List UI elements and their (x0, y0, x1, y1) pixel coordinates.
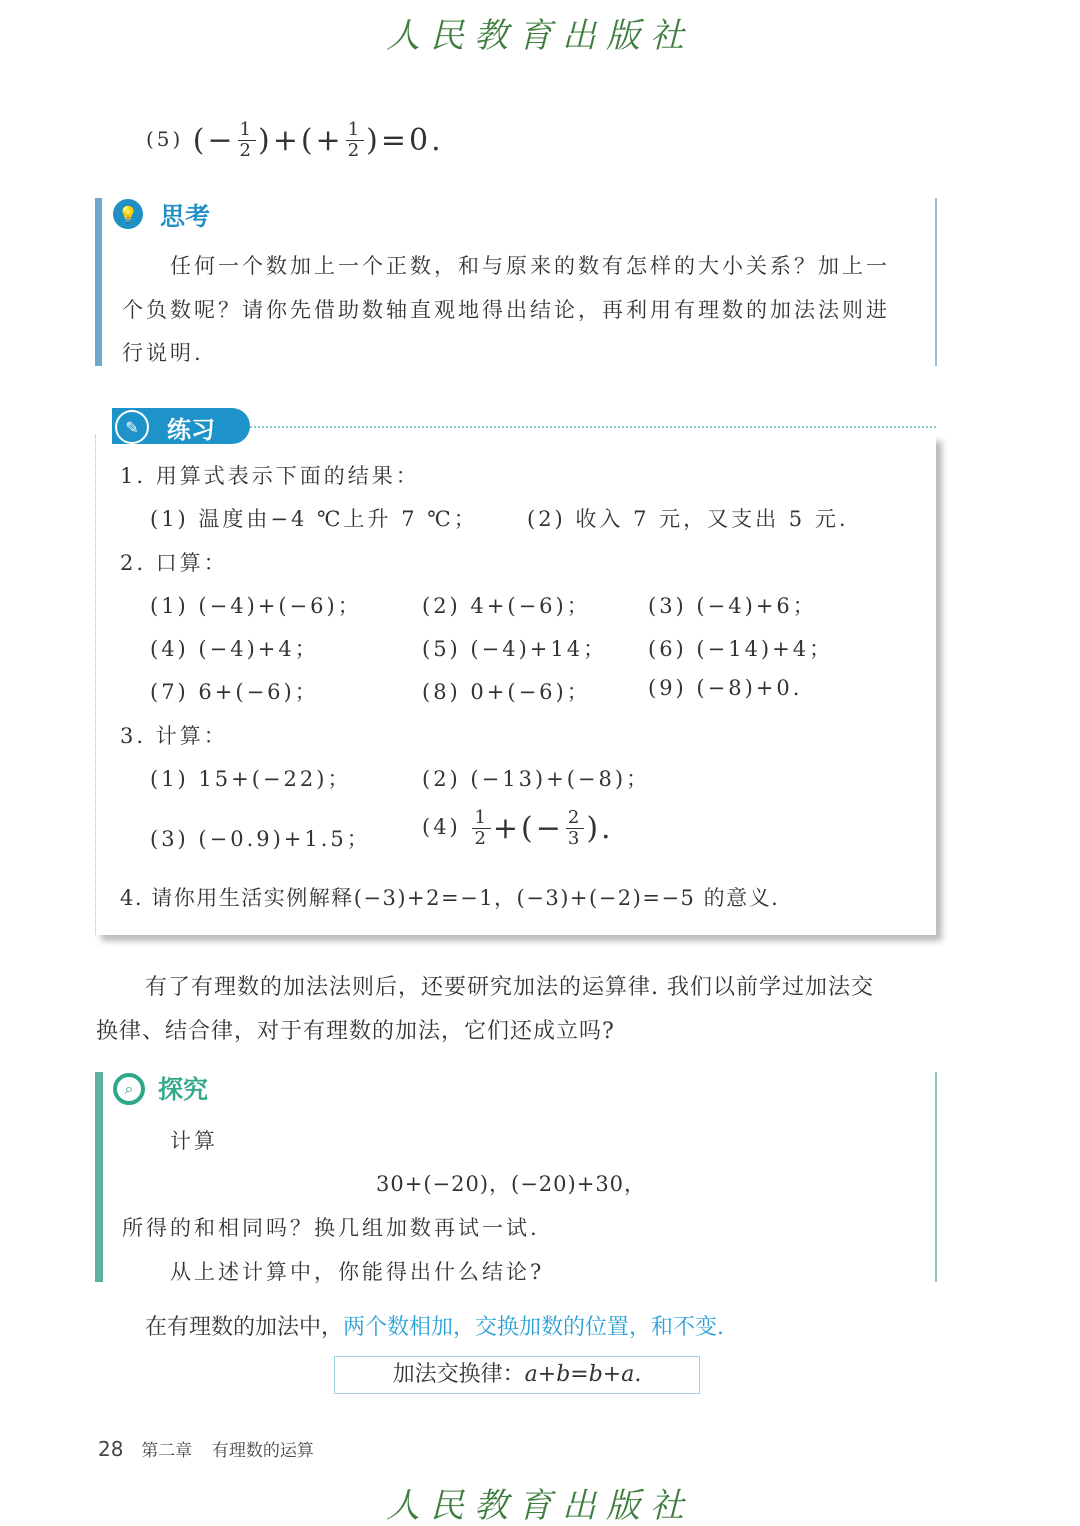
q3-item-4: (4) $\frac{1}{2}$ +(− $\frac{2}{3}$ ). (422, 807, 614, 849)
q1-item: (2) 收入 7 元，又支出 5 元. (527, 507, 849, 531)
conclusion-prefix: 在有理数的加法中， (145, 1315, 344, 1340)
commutative-law-box: 加法交换律：a+b=b+a. (334, 1356, 700, 1394)
expr: (− (192, 123, 236, 158)
think-line: 任何一个数加上一个正数，和与原来的数有怎样的大小关系？加上一 (170, 254, 890, 278)
conclusion (145, 1310, 724, 1341)
explore-formula: 30+(−20)，(−20)+30， (376, 1172, 647, 1196)
think-line: 个负数呢？请你先借助数轴直观地得出结论，再利用有理数的加法法则进 (122, 298, 890, 322)
page-number: 28 (98, 1437, 124, 1461)
chapter-title: 有理数的运算 (211, 1441, 314, 1461)
explore-line: 计算 (170, 1129, 218, 1153)
q2-item: (7) 6+(−6)； (150, 680, 319, 704)
practice-divider (250, 426, 936, 428)
q2-item: (3) (−4)+6； (648, 594, 817, 618)
think-title: 思考 (160, 202, 211, 231)
fraction: $\frac{1}{2}$ (239, 119, 254, 161)
question-4: 4. 请你用生活实例解释(−3)+2=−1，(−3)+(−2)=−5 的意义. (120, 886, 780, 910)
body-line: 换律、结合律，对于有理数的加法，它们还成立吗? (96, 1019, 615, 1044)
q2-item: (1) (−4)+(−6)； (150, 594, 362, 618)
chapter-label: 第二章 (141, 1441, 193, 1461)
expr: )=0. (366, 123, 444, 158)
page-footer (98, 1436, 314, 1461)
magnifier-icon: ⌕ (113, 1073, 145, 1105)
explore-line: 从上述计算中，你能得出什么结论? (170, 1260, 545, 1284)
q2-item: (5) (−4)+14； (422, 637, 608, 661)
q2-item: (6) (−14)+4； (648, 637, 834, 661)
explore-line: 所得的和相同吗？换几组加数再试一试. (122, 1216, 540, 1240)
top-exercise-5 (146, 120, 444, 161)
explore-title: 探究 (158, 1075, 209, 1104)
question-2: 2. 口算： (120, 551, 228, 575)
q2-item: (8) 0+(−6)； (422, 680, 591, 704)
explore-border (935, 1072, 937, 1282)
q3-item: (2) (−13)+(−8)； (422, 767, 651, 791)
practice-title: 练习 (167, 416, 215, 444)
publisher-logo: 人民教育出版社 (386, 16, 694, 56)
explore-sidebar (95, 1072, 103, 1282)
think-border (935, 198, 937, 366)
q3-item: (3) (−0.9)+1.5； (150, 827, 371, 851)
q2-item: (9) (−8)+0. (648, 676, 803, 700)
q2-item: (2) 4+(−6)； (422, 594, 591, 618)
q2-item: (4) (−4)+4； (150, 637, 319, 661)
question-3: 3. 计算： (120, 724, 228, 748)
item-label: (5) (146, 127, 184, 151)
q3-item: (1) 15+(−22)； (150, 767, 352, 791)
think-line: 行说明. (122, 341, 204, 365)
lightbulb-icon: 💡 (113, 199, 143, 229)
pencil-icon: ✎ (115, 410, 149, 444)
think-sidebar (95, 198, 102, 366)
q1-item: (1) 温度由−4 ℃上升 7 ℃； (150, 507, 478, 531)
publisher-logo: 人民教育出版社 (386, 1486, 694, 1526)
question-1: 1. 用算式表示下面的结果： (120, 464, 420, 488)
body-line: 有了有理数的加法法则后，还要研究加法的运算律. 我们以前学过加法交 (145, 975, 874, 1000)
expr: )+(+ (258, 123, 344, 158)
conclusion-highlight: 两个数相加，交换加数的位置，和不变. (343, 1315, 725, 1340)
fraction: $\frac{1}{2}$ (347, 119, 363, 161)
